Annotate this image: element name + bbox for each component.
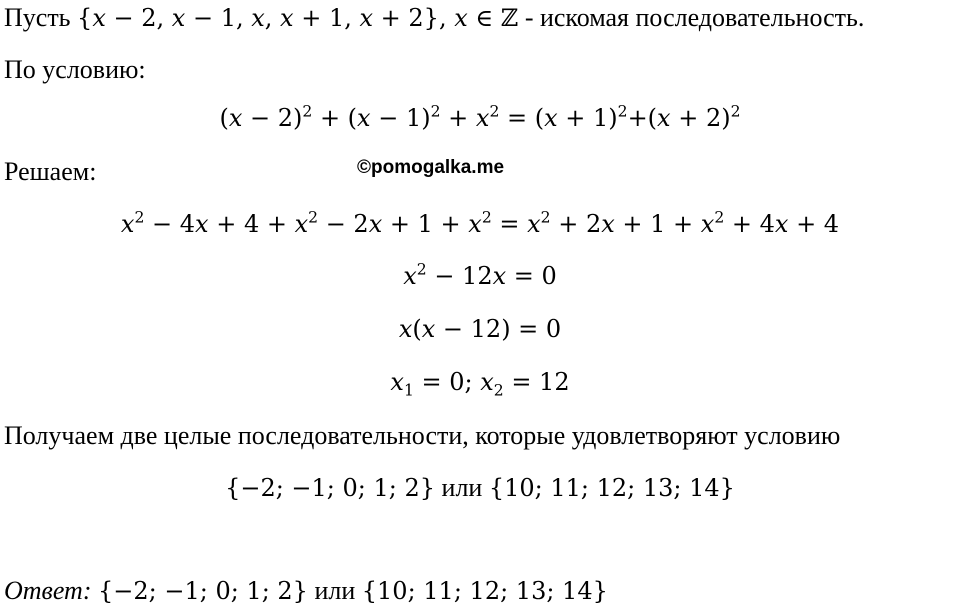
sequence-definition: {x − 2, x − 1, x, x + 1, x + 2}, x ∈ ℤ [77, 4, 519, 32]
result-connector: или [435, 473, 489, 502]
intro-prefix: Пусть [4, 3, 78, 32]
intro-suffix: - искомая последовательность. [518, 3, 865, 32]
answer-set-b: {10; 11; 12; 13; 14} [361, 577, 608, 605]
condition-heading: По условию: [4, 55, 146, 84]
expanded-equation: $x^2 - 4x + 4 + x^2 - 2x + 1 + x^2 = x^2 + 2x + 1 + x^2 + 4x + 4$ [120, 208, 840, 238]
watermark: ©pomogalka.me [357, 157, 505, 178]
intro-line [4, 2, 864, 34]
result-set-a: {−2; −1; 0; 1; 2} [225, 474, 436, 502]
answer-connector: или [307, 576, 362, 605]
simplified-equation: $x^2 - 12x = 0$ [403, 260, 557, 290]
result-sets [0, 472, 960, 504]
solve-heading: Решаем: [4, 157, 97, 186]
factored-equation: x(x − 12) = 0 [398, 315, 562, 343]
result-set-b: {10; 11; 12; 13; 14} [488, 474, 735, 502]
condition-equation: $(x - 2)^2 + (x - 1)^2 + x^2 = (x + 1)^2+(x + 2)^2$ [219, 102, 741, 132]
answer-line [4, 575, 608, 607]
answer-label: Ответ: [4, 576, 92, 605]
roots-equation: $x_1 = 0$; $x_2 = 12$ [390, 368, 570, 400]
answer-set-a: {−2; −1; 0; 1; 2} [97, 577, 308, 605]
conclusion-text: Получаем две целые последовательности, которые удовлетворяют условию [4, 421, 841, 450]
